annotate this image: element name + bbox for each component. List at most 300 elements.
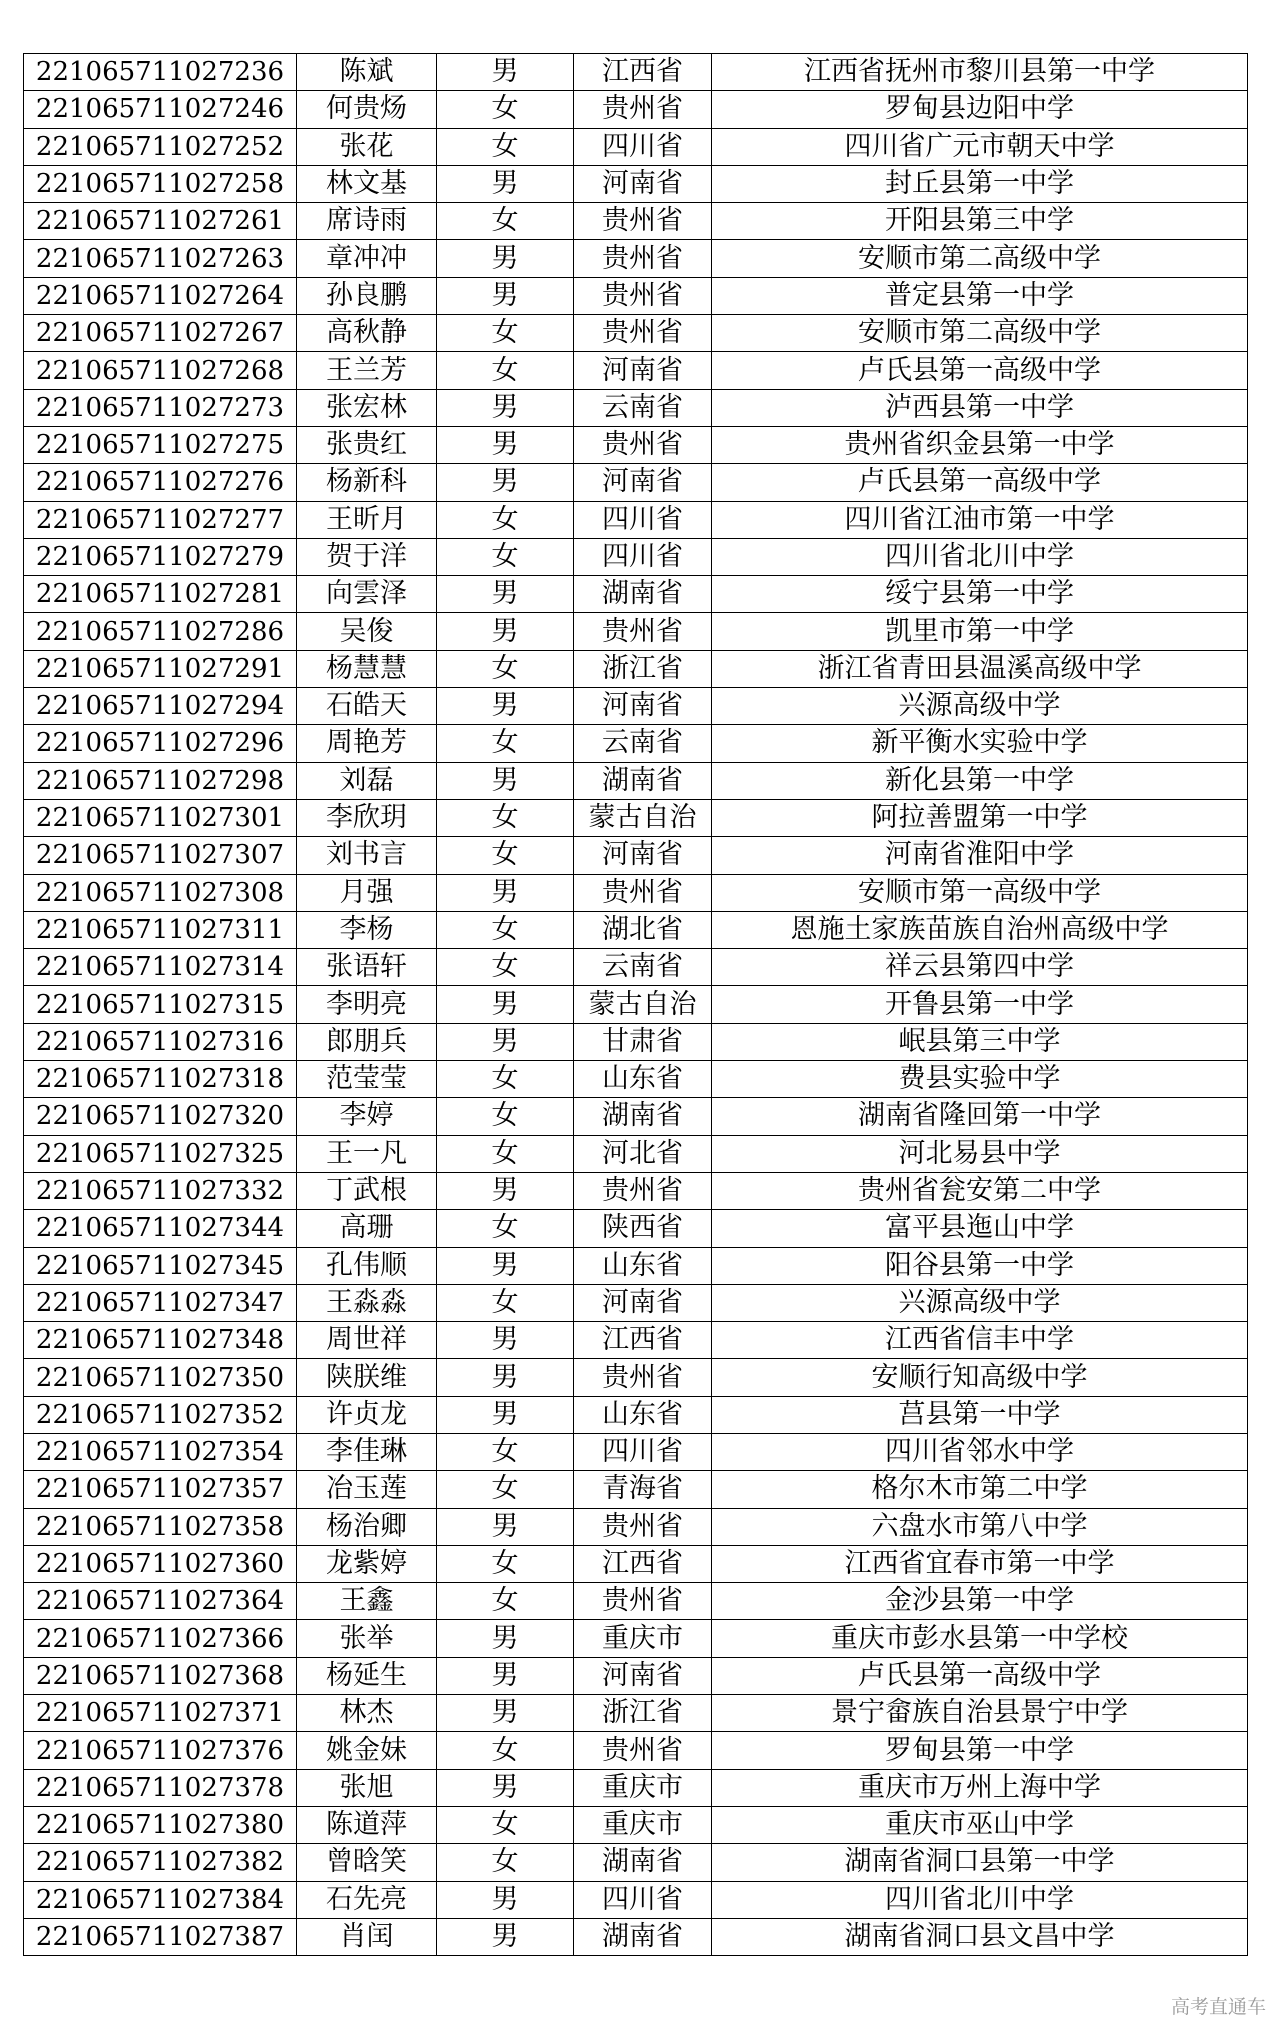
name-cell: 周世祥 <box>297 1322 437 1359</box>
table-row <box>24 725 1248 762</box>
province-cell: 重庆市 <box>574 1769 712 1806</box>
province-cell: 河南省 <box>574 165 712 202</box>
province-cell: 山东省 <box>574 1396 712 1433</box>
name-cell: 杨新科 <box>297 464 437 501</box>
name-cell: 孔伟顺 <box>297 1247 437 1284</box>
school-cell: 恩施土家族苗族自治州高级中学 <box>712 911 1248 948</box>
province-cell: 贵州省 <box>574 426 712 463</box>
candidate-id-cell: 221065711027325 <box>24 1135 297 1172</box>
school-cell: 阳谷县第一中学 <box>712 1247 1248 1284</box>
candidate-id-cell: 221065711027286 <box>24 613 297 650</box>
name-cell: 陈道萍 <box>297 1806 437 1843</box>
candidate-id-cell: 221065711027301 <box>24 799 297 836</box>
gender-cell: 男 <box>437 1881 574 1918</box>
province-cell: 贵州省 <box>574 1172 712 1209</box>
name-cell: 石先亮 <box>297 1881 437 1918</box>
table-row <box>24 165 1248 202</box>
school-cell: 河北易县中学 <box>712 1135 1248 1172</box>
province-cell: 云南省 <box>574 949 712 986</box>
school-cell: 兴源高级中学 <box>712 688 1248 725</box>
candidate-id-cell: 221065711027371 <box>24 1695 297 1732</box>
province-cell: 贵州省 <box>574 203 712 240</box>
gender-cell: 女 <box>437 725 574 762</box>
province-cell: 河南省 <box>574 837 712 874</box>
school-cell: 河南省淮阳中学 <box>712 837 1248 874</box>
gender-cell: 女 <box>437 91 574 128</box>
province-cell: 青海省 <box>574 1471 712 1508</box>
name-cell: 高珊 <box>297 1210 437 1247</box>
gender-cell: 女 <box>437 1061 574 1098</box>
candidate-id-cell: 221065711027332 <box>24 1172 297 1209</box>
name-cell: 周艳芳 <box>297 725 437 762</box>
province-cell: 贵州省 <box>574 240 712 277</box>
candidate-id-cell: 221065711027354 <box>24 1433 297 1470</box>
candidate-id-cell: 221065711027252 <box>24 128 297 165</box>
gender-cell: 男 <box>437 464 574 501</box>
gender-cell: 男 <box>437 986 574 1023</box>
province-cell: 江西省 <box>574 54 712 91</box>
table-row <box>24 352 1248 389</box>
candidate-id-cell: 221065711027279 <box>24 538 297 575</box>
candidate-id-cell: 221065711027344 <box>24 1210 297 1247</box>
province-cell: 湖南省 <box>574 762 712 799</box>
name-cell: 陕朕维 <box>297 1359 437 1396</box>
school-cell: 泸西县第一中学 <box>712 389 1248 426</box>
school-cell: 江西省抚州市黎川县第一中学 <box>712 54 1248 91</box>
name-cell: 张花 <box>297 128 437 165</box>
province-cell: 湖南省 <box>574 1098 712 1135</box>
gender-cell: 男 <box>437 1172 574 1209</box>
candidate-id-cell: 221065711027378 <box>24 1769 297 1806</box>
school-cell: 开鲁县第一中学 <box>712 986 1248 1023</box>
province-cell: 贵州省 <box>574 1359 712 1396</box>
school-cell: 新化县第一中学 <box>712 762 1248 799</box>
table-row <box>24 1210 1248 1247</box>
gender-cell: 女 <box>437 315 574 352</box>
candidate-id-cell: 221065711027384 <box>24 1881 297 1918</box>
gender-cell: 男 <box>437 54 574 91</box>
name-cell: 李婷 <box>297 1098 437 1135</box>
province-cell: 重庆市 <box>574 1806 712 1843</box>
gender-cell: 女 <box>437 1471 574 1508</box>
gender-cell: 男 <box>437 762 574 799</box>
school-cell: 重庆市巫山中学 <box>712 1806 1248 1843</box>
gender-cell: 男 <box>437 1918 574 1955</box>
school-cell: 祥云县第四中学 <box>712 949 1248 986</box>
gender-cell: 女 <box>437 799 574 836</box>
candidate-id-cell: 221065711027352 <box>24 1396 297 1433</box>
table-row <box>24 1732 1248 1769</box>
name-cell: 曾晗笑 <box>297 1844 437 1881</box>
name-cell: 李明亮 <box>297 986 437 1023</box>
candidate-id-cell: 221065711027368 <box>24 1657 297 1694</box>
name-cell: 王淼淼 <box>297 1284 437 1321</box>
province-cell: 重庆市 <box>574 1620 712 1657</box>
gender-cell: 女 <box>437 1210 574 1247</box>
candidate-id-cell: 221065711027382 <box>24 1844 297 1881</box>
school-cell: 贵州省瓮安第二中学 <box>712 1172 1248 1209</box>
name-cell: 贺于洋 <box>297 538 437 575</box>
name-cell: 张贵红 <box>297 426 437 463</box>
province-cell: 贵州省 <box>574 277 712 314</box>
watermark-text: 高考直通车 <box>1170 1996 1266 2018</box>
name-cell: 郎朋兵 <box>297 1023 437 1060</box>
name-cell: 张宏林 <box>297 389 437 426</box>
province-cell: 贵州省 <box>574 1732 712 1769</box>
table-row <box>24 240 1248 277</box>
table-row <box>24 1806 1248 1843</box>
name-cell: 王鑫 <box>297 1583 437 1620</box>
gender-cell: 女 <box>437 949 574 986</box>
gender-cell: 男 <box>437 165 574 202</box>
name-cell: 许贞龙 <box>297 1396 437 1433</box>
school-cell: 岷县第三中学 <box>712 1023 1248 1060</box>
name-cell: 刘磊 <box>297 762 437 799</box>
name-cell: 王兰芳 <box>297 352 437 389</box>
province-cell: 云南省 <box>574 389 712 426</box>
table-row <box>24 389 1248 426</box>
gender-cell: 女 <box>437 1732 574 1769</box>
school-cell: 六盘水市第八中学 <box>712 1508 1248 1545</box>
table-row <box>24 613 1248 650</box>
school-cell: 开阳县第三中学 <box>712 203 1248 240</box>
school-cell: 格尔木市第二中学 <box>712 1471 1248 1508</box>
province-cell: 河北省 <box>574 1135 712 1172</box>
gender-cell: 女 <box>437 501 574 538</box>
province-cell: 贵州省 <box>574 315 712 352</box>
table-row <box>24 799 1248 836</box>
table-row <box>24 1247 1248 1284</box>
school-cell: 重庆市万州上海中学 <box>712 1769 1248 1806</box>
table-row <box>24 1135 1248 1172</box>
name-cell: 石皓天 <box>297 688 437 725</box>
table-row <box>24 986 1248 1023</box>
candidate-id-cell: 221065711027277 <box>24 501 297 538</box>
candidate-id-cell: 221065711027263 <box>24 240 297 277</box>
name-cell: 林文基 <box>297 165 437 202</box>
gender-cell: 女 <box>437 352 574 389</box>
school-cell: 湖南省洞口县文昌中学 <box>712 1918 1248 1955</box>
province-cell: 四川省 <box>574 538 712 575</box>
school-cell: 卢氏县第一高级中学 <box>712 464 1248 501</box>
gender-cell: 女 <box>437 128 574 165</box>
province-cell: 甘肃省 <box>574 1023 712 1060</box>
province-cell: 浙江省 <box>574 650 712 687</box>
table-row <box>24 1098 1248 1135</box>
table-row <box>24 1172 1248 1209</box>
province-cell: 河南省 <box>574 1657 712 1694</box>
school-cell: 重庆市彭水县第一中学校 <box>712 1620 1248 1657</box>
gender-cell: 男 <box>437 1620 574 1657</box>
name-cell: 王一凡 <box>297 1135 437 1172</box>
gender-cell: 男 <box>437 874 574 911</box>
candidate-id-cell: 221065711027275 <box>24 426 297 463</box>
province-cell: 湖南省 <box>574 576 712 613</box>
candidate-id-cell: 221065711027347 <box>24 1284 297 1321</box>
table-row <box>24 1284 1248 1321</box>
table-row <box>24 1359 1248 1396</box>
table-row <box>24 315 1248 352</box>
gender-cell: 男 <box>437 1769 574 1806</box>
name-cell: 高秋静 <box>297 315 437 352</box>
name-cell: 龙紫婷 <box>297 1545 437 1582</box>
province-cell: 陕西省 <box>574 1210 712 1247</box>
school-cell: 普定县第一中学 <box>712 277 1248 314</box>
name-cell: 张语轩 <box>297 949 437 986</box>
school-cell: 湖南省洞口县第一中学 <box>712 1844 1248 1881</box>
school-cell: 阿拉善盟第一中学 <box>712 799 1248 836</box>
school-cell: 四川省广元市朝天中学 <box>712 128 1248 165</box>
name-cell: 肖闰 <box>297 1918 437 1955</box>
gender-cell: 女 <box>437 1135 574 1172</box>
candidate-id-cell: 221065711027298 <box>24 762 297 799</box>
province-cell: 云南省 <box>574 725 712 762</box>
table-row <box>24 501 1248 538</box>
table-row <box>24 911 1248 948</box>
table-row <box>24 1583 1248 1620</box>
candidate-id-cell: 221065711027358 <box>24 1508 297 1545</box>
school-cell: 卢氏县第一高级中学 <box>712 1657 1248 1694</box>
table-row <box>24 1508 1248 1545</box>
table-row <box>24 650 1248 687</box>
name-cell: 杨慧慧 <box>297 650 437 687</box>
table-row <box>24 1061 1248 1098</box>
gender-cell: 女 <box>437 1098 574 1135</box>
province-cell: 四川省 <box>574 1881 712 1918</box>
candidate-id-cell: 221065711027360 <box>24 1545 297 1582</box>
school-cell: 绥宁县第一中学 <box>712 576 1248 613</box>
gender-cell: 女 <box>437 837 574 874</box>
school-cell: 富平县迤山中学 <box>712 1210 1248 1247</box>
gender-cell: 女 <box>437 1545 574 1582</box>
gender-cell: 男 <box>437 1322 574 1359</box>
name-cell: 吴俊 <box>297 613 437 650</box>
table-row <box>24 426 1248 463</box>
school-cell: 兴源高级中学 <box>712 1284 1248 1321</box>
school-cell: 江西省信丰中学 <box>712 1322 1248 1359</box>
admission-list-body <box>24 54 1248 1956</box>
table-row <box>24 538 1248 575</box>
table-row <box>24 762 1248 799</box>
province-cell: 山东省 <box>574 1061 712 1098</box>
candidate-id-cell: 221065711027246 <box>24 91 297 128</box>
candidate-id-cell: 221065711027320 <box>24 1098 297 1135</box>
candidate-id-cell: 221065711027350 <box>24 1359 297 1396</box>
gender-cell: 男 <box>437 1359 574 1396</box>
gender-cell: 男 <box>437 1396 574 1433</box>
school-cell: 凯里市第一中学 <box>712 613 1248 650</box>
gender-cell: 女 <box>437 1806 574 1843</box>
school-cell: 四川省江油市第一中学 <box>712 501 1248 538</box>
candidate-id-cell: 221065711027357 <box>24 1471 297 1508</box>
candidate-id-cell: 221065711027318 <box>24 1061 297 1098</box>
table-row <box>24 1881 1248 1918</box>
gender-cell: 男 <box>437 1508 574 1545</box>
school-cell: 封丘县第一中学 <box>712 165 1248 202</box>
province-cell: 贵州省 <box>574 1583 712 1620</box>
candidate-id-cell: 221065711027281 <box>24 576 297 613</box>
table-row <box>24 54 1248 91</box>
province-cell: 浙江省 <box>574 1695 712 1732</box>
candidate-id-cell: 221065711027314 <box>24 949 297 986</box>
table-row <box>24 1769 1248 1806</box>
name-cell: 丁武根 <box>297 1172 437 1209</box>
gender-cell: 女 <box>437 911 574 948</box>
name-cell: 杨治卿 <box>297 1508 437 1545</box>
school-cell: 贵州省织金县第一中学 <box>712 426 1248 463</box>
table-row <box>24 128 1248 165</box>
table-row <box>24 1433 1248 1470</box>
province-cell: 湖北省 <box>574 911 712 948</box>
gender-cell: 女 <box>437 203 574 240</box>
candidate-id-cell: 221065711027311 <box>24 911 297 948</box>
province-cell: 四川省 <box>574 1433 712 1470</box>
province-cell: 贵州省 <box>574 613 712 650</box>
school-cell: 罗甸县第一中学 <box>712 1732 1248 1769</box>
name-cell: 王昕月 <box>297 501 437 538</box>
table-row <box>24 949 1248 986</box>
gender-cell: 男 <box>437 1657 574 1694</box>
school-cell: 罗甸县边阳中学 <box>712 91 1248 128</box>
table-row <box>24 1545 1248 1582</box>
province-cell: 贵州省 <box>574 874 712 911</box>
table-row <box>24 688 1248 725</box>
table-row <box>24 91 1248 128</box>
name-cell: 张举 <box>297 1620 437 1657</box>
name-cell: 林杰 <box>297 1695 437 1732</box>
candidate-id-cell: 221065711027364 <box>24 1583 297 1620</box>
school-cell: 四川省北川中学 <box>712 1881 1248 1918</box>
gender-cell: 女 <box>437 1284 574 1321</box>
school-cell: 四川省北川中学 <box>712 538 1248 575</box>
table-row <box>24 1023 1248 1060</box>
candidate-id-cell: 221065711027345 <box>24 1247 297 1284</box>
gender-cell: 男 <box>437 389 574 426</box>
name-cell: 杨延生 <box>297 1657 437 1694</box>
name-cell: 月强 <box>297 874 437 911</box>
name-cell: 向雲泽 <box>297 576 437 613</box>
gender-cell: 女 <box>437 1583 574 1620</box>
school-cell: 安顺行知高级中学 <box>712 1359 1248 1396</box>
school-cell: 金沙县第一中学 <box>712 1583 1248 1620</box>
gender-cell: 女 <box>437 538 574 575</box>
name-cell: 席诗雨 <box>297 203 437 240</box>
province-cell: 山东省 <box>574 1247 712 1284</box>
name-cell: 李欣玥 <box>297 799 437 836</box>
candidate-id-cell: 221065711027296 <box>24 725 297 762</box>
candidate-id-cell: 221065711027376 <box>24 1732 297 1769</box>
candidate-id-cell: 221065711027291 <box>24 650 297 687</box>
province-cell: 湖南省 <box>574 1844 712 1881</box>
table-row <box>24 576 1248 613</box>
candidate-id-cell: 221065711027264 <box>24 277 297 314</box>
table-row <box>24 1844 1248 1881</box>
gender-cell: 男 <box>437 576 574 613</box>
candidate-id-cell: 221065711027267 <box>24 315 297 352</box>
name-cell: 李杨 <box>297 911 437 948</box>
table-row <box>24 837 1248 874</box>
candidate-id-cell: 221065711027366 <box>24 1620 297 1657</box>
gender-cell: 男 <box>437 613 574 650</box>
candidate-id-cell: 221065711027307 <box>24 837 297 874</box>
name-cell: 冶玉莲 <box>297 1471 437 1508</box>
candidate-id-cell: 221065711027294 <box>24 688 297 725</box>
province-cell: 河南省 <box>574 688 712 725</box>
gender-cell: 男 <box>437 1023 574 1060</box>
school-cell: 莒县第一中学 <box>712 1396 1248 1433</box>
candidate-id-cell: 221065711027380 <box>24 1806 297 1843</box>
gender-cell: 男 <box>437 426 574 463</box>
table-row <box>24 464 1248 501</box>
name-cell: 刘书言 <box>297 837 437 874</box>
school-cell: 江西省宜春市第一中学 <box>712 1545 1248 1582</box>
table-row <box>24 203 1248 240</box>
province-cell: 河南省 <box>574 464 712 501</box>
candidate-id-cell: 221065711027268 <box>24 352 297 389</box>
table-row <box>24 874 1248 911</box>
table-row <box>24 1471 1248 1508</box>
province-cell: 四川省 <box>574 501 712 538</box>
school-cell: 安顺市第二高级中学 <box>712 315 1248 352</box>
table-row <box>24 277 1248 314</box>
school-cell: 卢氏县第一高级中学 <box>712 352 1248 389</box>
school-cell: 安顺市第二高级中学 <box>712 240 1248 277</box>
province-cell: 蒙古自治 <box>574 799 712 836</box>
candidate-id-cell: 221065711027273 <box>24 389 297 426</box>
table-row <box>24 1657 1248 1694</box>
school-cell: 湖南省隆回第一中学 <box>712 1098 1248 1135</box>
province-cell: 江西省 <box>574 1322 712 1359</box>
gender-cell: 男 <box>437 1247 574 1284</box>
gender-cell: 男 <box>437 240 574 277</box>
candidate-id-cell: 221065711027258 <box>24 165 297 202</box>
school-cell: 安顺市第一高级中学 <box>712 874 1248 911</box>
name-cell: 孙良鹏 <box>297 277 437 314</box>
school-cell: 四川省邻水中学 <box>712 1433 1248 1470</box>
gender-cell: 男 <box>437 1695 574 1732</box>
table-row <box>24 1322 1248 1359</box>
table-row <box>24 1918 1248 1955</box>
table-row <box>24 1620 1248 1657</box>
province-cell: 贵州省 <box>574 1508 712 1545</box>
candidate-id-cell: 221065711027316 <box>24 1023 297 1060</box>
admission-list-table <box>23 53 1248 1956</box>
gender-cell: 男 <box>437 277 574 314</box>
province-cell: 四川省 <box>574 128 712 165</box>
province-cell: 湖南省 <box>574 1918 712 1955</box>
gender-cell: 男 <box>437 688 574 725</box>
candidate-id-cell: 221065711027315 <box>24 986 297 1023</box>
gender-cell: 女 <box>437 650 574 687</box>
gender-cell: 女 <box>437 1433 574 1470</box>
school-cell: 新平衡水实验中学 <box>712 725 1248 762</box>
name-cell: 张旭 <box>297 1769 437 1806</box>
candidate-id-cell: 221065711027276 <box>24 464 297 501</box>
province-cell: 河南省 <box>574 1284 712 1321</box>
candidate-id-cell: 221065711027308 <box>24 874 297 911</box>
province-cell: 蒙古自治 <box>574 986 712 1023</box>
province-cell: 河南省 <box>574 352 712 389</box>
name-cell: 范莹莹 <box>297 1061 437 1098</box>
school-cell: 浙江省青田县温溪高级中学 <box>712 650 1248 687</box>
province-cell: 江西省 <box>574 1545 712 1582</box>
name-cell: 陈斌 <box>297 54 437 91</box>
name-cell: 李佳琳 <box>297 1433 437 1470</box>
candidate-id-cell: 221065711027387 <box>24 1918 297 1955</box>
name-cell: 姚金妹 <box>297 1732 437 1769</box>
school-cell: 景宁畲族自治县景宁中学 <box>712 1695 1248 1732</box>
school-cell: 费县实验中学 <box>712 1061 1248 1098</box>
